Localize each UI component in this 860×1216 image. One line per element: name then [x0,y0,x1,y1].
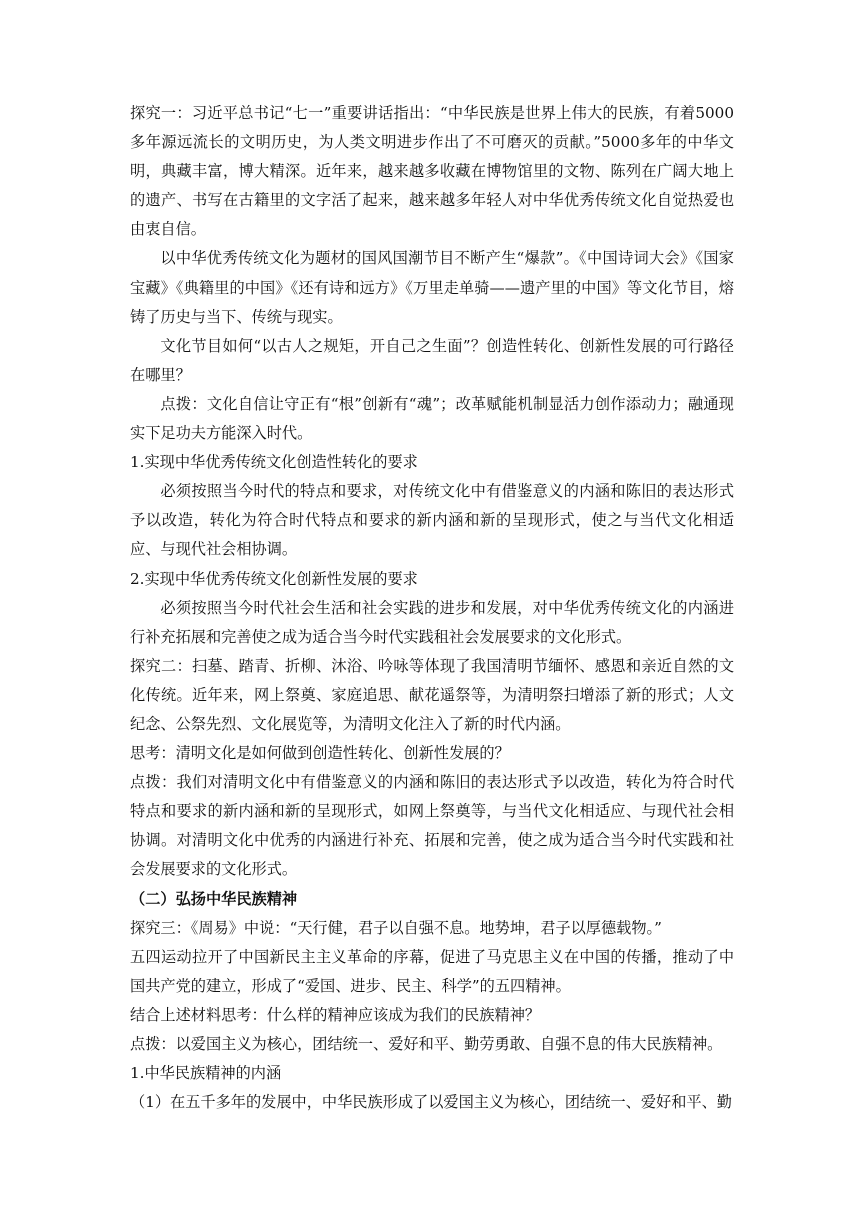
paragraph-dianbo-2: 点拨：我们对清明文化中有借鉴意义的内涵和陈旧的表达形式予以改造，转化为符合时代特点和要求的新内涵和新的呈现形式，如网上祭奠等，与当代文化相适应、与现代社会相协调。对清明文化中优秀的内涵进行补充、拓展和完善，使之成为适合当今时代实践和社会发展要求的文化形式。 [130,773,734,879]
paragraph-guofeng-programs: 以中华优秀传统文化为题材的国风国潮节目不断产生“爆款”。《中国诗词大会》《国家宝藏》《典籍里的中国》《还有诗和远方》《万里走单骑——遗产里的中国》等文化节目，熔铸了历史与当下、传统与现实。 [130,249,734,326]
list-item-spirit-1: （1）在五千多年的发展中，中华民族形成了以爱国主义为核心，团结统一、爱好和平、勤 [130,1093,732,1112]
document-body [130,99,734,1117]
paragraph-may-fourth: 五四运动拉开了中国新民主主义革命的序幕，促进了马克思主义在中国的传播，推动了中国共产党的建立，形成了“爱国、进步、民主、科学”的五四精神。 [130,947,734,995]
paragraph-question-1: 文化节目如何“以古人之规矩，开自己之生面”？创造性转化、创新性发展的可行路径在哪里？ [130,336,734,384]
heading-innovative-development: 2.实现中华优秀传统文化创新性发展的要求 [130,569,418,588]
paragraph-tanjiu-2: 探究二：扫墓、踏青、折柳、沐浴、吟咏等体现了我国清明节缅怀、感恩和亲近自然的文化传统。近年来，网上祭奠、家庭追思、献花遥祭等，为清明祭扫增添了新的形式；人文纪念、公祭先烈、文化展览等，为清明文化注入了新的时代内涵。 [130,656,734,733]
section-heading-national-spirit: （二）弘扬中华民族精神 [130,889,298,908]
heading-spirit-connotation: 1.中华民族精神的内涵 [130,1064,282,1083]
paragraph-transformation-requirements: 必须按照当今时代的特点和要求，对传统文化中有借鉴意义的内涵和陈旧的表达形式予以改造，转化为符合时代特点和要求的新内涵和新的呈现形式，使之与当代文化相适应、与现代社会相协调。 [130,482,734,559]
paragraph-tanjiu-1: 探究一：习近平总书记“七一”重要讲话指出：“中华民族是世界上伟大的民族，有着5000多年源远流长的文明历史，为人类文明进步作出了不可磨灭的贡献。”5000多年的中华文明，典藏丰富，博大精深。近年来，越来越多收藏在博物馆里的文物、陈列在广阔大地上的遗产、书写在古籍里的文字活了起来，越来越多年轻人对中华优秀传统文化自觉热爱也由衷自信。 [130,104,734,239]
paragraph-sikao-3: 结合上述材料思考：什么样的精神应该成为我们的民族精神？ [130,1005,541,1024]
paragraph-dianbo-1: 点拨：文化自信让守正有“根”创新有“魂”；改革赋能机制显活力创作添动力；融通现实下足功夫方能深入时代。 [130,394,734,443]
paragraph-development-requirements: 必须按照当今时代社会生活和社会实践的进步和发展，对中华优秀传统文化的内涵进行补充拓展和完善使之成为适合当今时代实践租社会发展要求的文化形式。 [130,598,734,646]
paragraph-tanjiu-3: 探究三：《周易》中说：“天行健，君子以自强不息。地势坤，君子以厚德载物。” [130,918,662,937]
heading-creative-transformation: 1.实现中华优秀传统文化创造性转化的要求 [130,453,418,472]
paragraph-sikao-2: 思考：清明文化是如何做到创造性转化、创新性发展的？ [130,744,510,763]
paragraph-dianbo-3: 点拨：以爱国主义为核心，团结统一、爱好和平、勤劳勇敢、自强不息的伟大民族精神。 [130,1035,723,1053]
